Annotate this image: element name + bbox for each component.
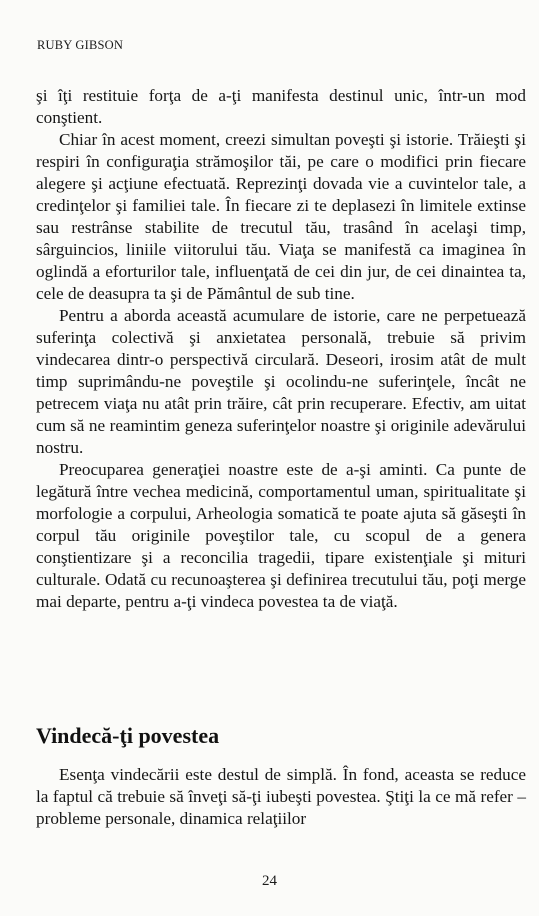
paragraph-2: Chiar în acest moment, creezi simultan poveşti şi istorie. Trăieşti şi respiri în configuraţia strămoşilor tăi, pe care o modifici prin fiecare alegere şi acţiune efectuată. Reprezinţi dovada vie a cuvintelor tale, a credinţelor şi familiei tale. În fiecare zi te deplasezi în limitele extinse sau restrânse stabilite de trecutul tău, trasând în acelaşi timp, sârguincios, liniile viitorului tău. Viaţa se manifestă ca imaginea în oglindă a eforturilor tale, influenţată de cei din jur, de cei dinaintea ta, cele de deasupra ta şi de Pământul de sub tine.: [36, 130, 526, 303]
paragraph-1: şi îţi restituie forţa de a-ţi manifesta destinul unic, într-un mod conştient.: [36, 86, 526, 127]
section-body: [36, 764, 526, 830]
paragraph-3: Pentru a aborda această acumulare de istorie, care ne perpetuează suferinţa colectivă şi anxietatea personală, trebuie să privim vindecarea dintr-o perspectivă circulară. Deseori, irosim atât de mult timp suprimându-ne poveştile şi ocolindu-ne suferinţele, încât ne petrecem viaţa nu atât prin trăire, cât prin recuperare. Efectiv, am uitat cum să ne reamintim geneza suferinţelor noastre şi originile adevărului nostru.: [36, 306, 526, 457]
section-heading: Vindecă-ţi povestea: [36, 723, 220, 748]
running-head-author: RUBY GIBSON: [37, 38, 124, 52]
page-number: 24: [262, 873, 277, 889]
body-text: [36, 85, 526, 613]
paragraph-4: Preocuparea generaţiei noastre este de a-şi aminti. Ca punte de legătură între vechea medicină, comportamentul uman, spiritualitate şi morfologie a corpului, Arheologia somatică te poate ajuta să găseşti în corpul tău originile poveştilor tale, cu scopul de a genera conştientizare şi a reconcilia tragedii, tipare existenţiale şi mituri culturale. Odată cu recunoaşterea şi definirea trecutului tău, poţi merge mai departe, pentru a-ţi vindeca povestea ta de viaţă.: [36, 460, 526, 611]
section-paragraph: Esenţa vindecării este destul de simplă. În fond, aceasta se reduce la faptul că trebuie să înveţi să-ţi iubeşti povestea. Ştiţi la ce mă refer – probleme personale, dinamica relaţiilor: [36, 765, 526, 828]
